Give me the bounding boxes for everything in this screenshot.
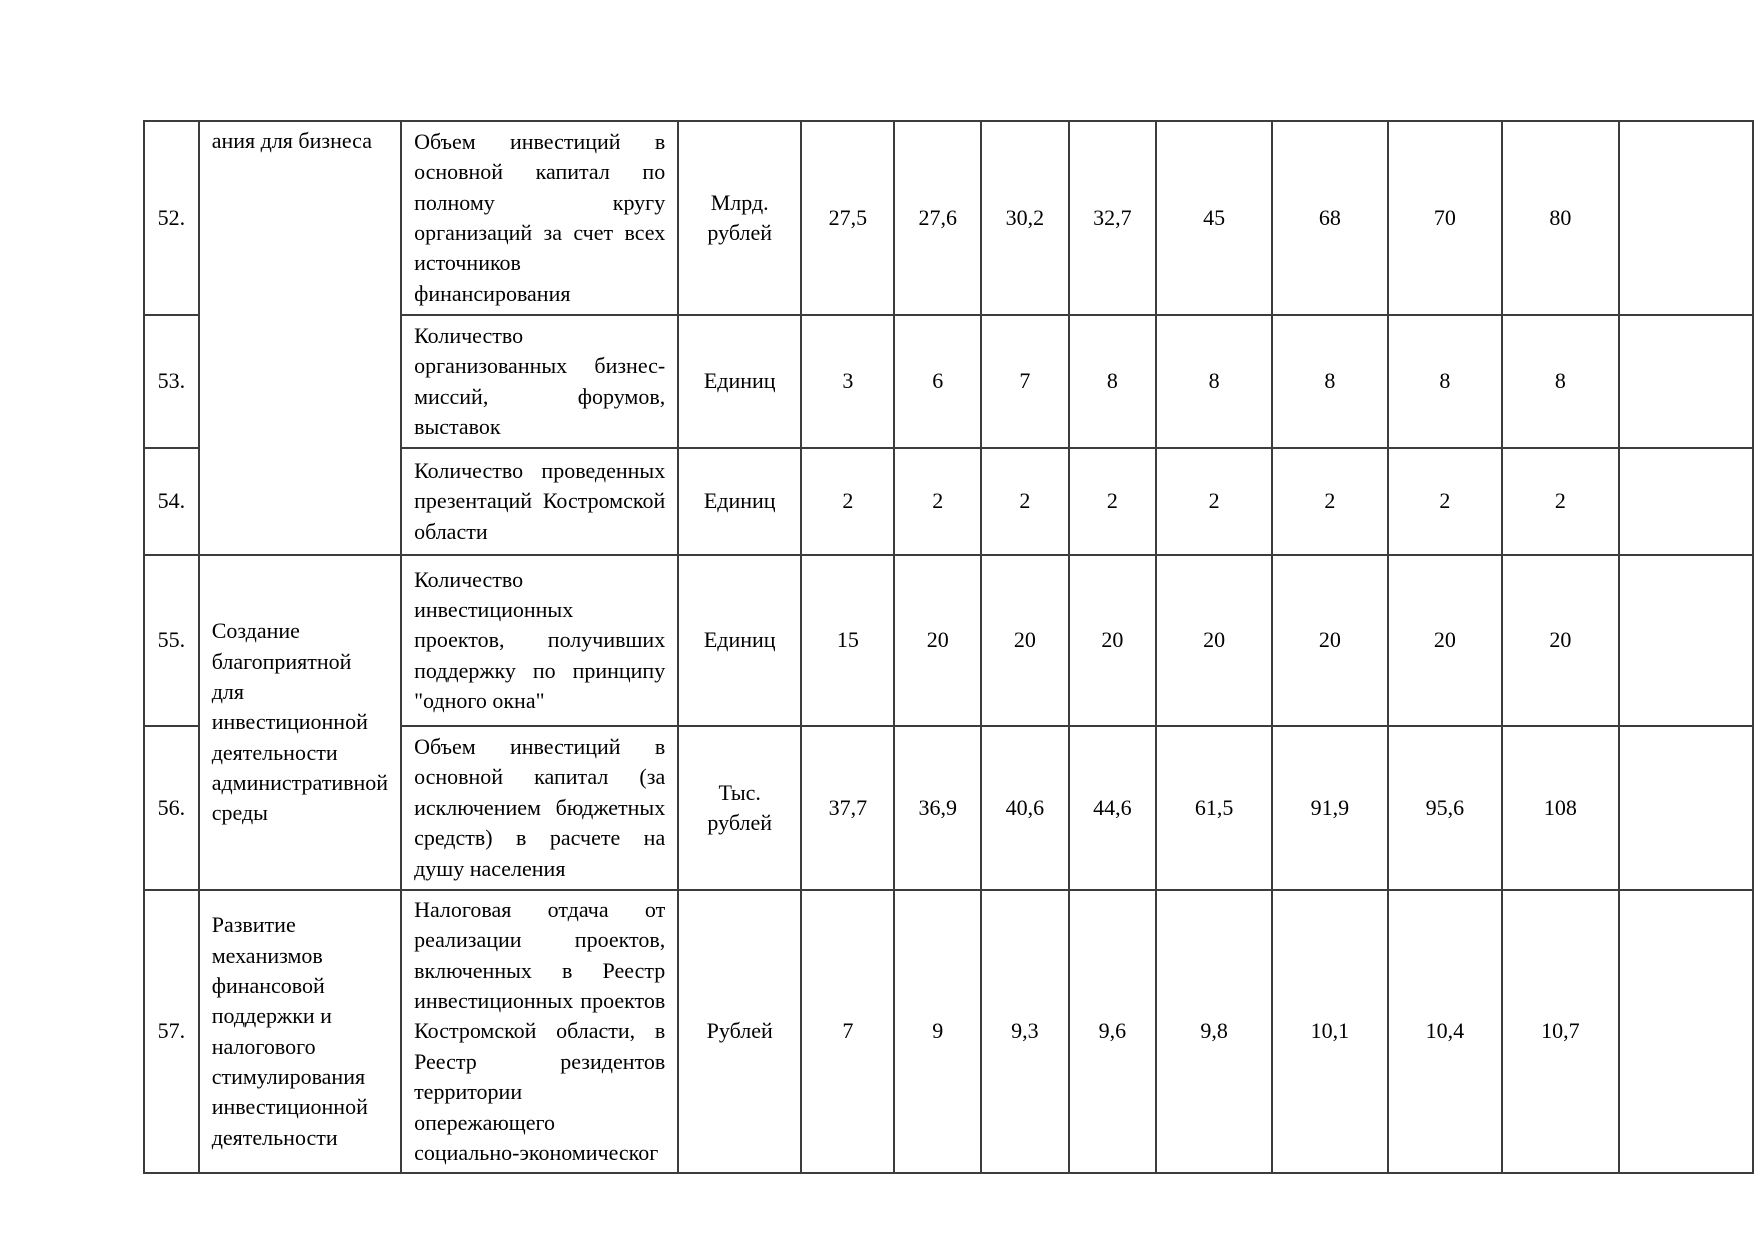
unit-cell: Тыс. рублей [678, 726, 801, 890]
value-cell-cutoff [1619, 555, 1753, 726]
value-cell: 27,6 [894, 121, 981, 315]
value-cell: 20 [1069, 555, 1157, 726]
row-number-cell: 55. [144, 555, 199, 726]
value-cell: 8 [1069, 315, 1157, 448]
indicator-cell: Объем инвестиций в основной капитал по полному кругу организаций за счет всех источников финансирования [401, 121, 678, 315]
value-cell-cutoff [1619, 121, 1753, 315]
value-cell-cutoff [1619, 726, 1753, 890]
value-cell: 10,4 [1388, 890, 1502, 1173]
value-cell: 2 [1272, 448, 1388, 555]
value-cell: 2 [894, 448, 981, 555]
value-cell: 8 [1156, 315, 1272, 448]
value-cell: 32,7 [1069, 121, 1157, 315]
value-cell: 20 [1272, 555, 1388, 726]
category-cell: Развитие механизмов финансовой поддержки и налогового стимулирования инвестиционной деятельности [199, 890, 401, 1173]
row-number-cell: 56. [144, 726, 199, 890]
value-cell: 45 [1156, 121, 1272, 315]
table-row-55 [144, 555, 1753, 726]
category-cell: ания для бизнеса [199, 121, 401, 555]
value-cell: 36,9 [894, 726, 981, 890]
value-cell: 10,7 [1502, 890, 1619, 1173]
indicator-cell: Количество организованных бизнес-миссий, форумов, выставок [401, 315, 678, 448]
indicator-cell: Объем инвестиций в основной капитал (за исключением бюджетных средств) в расчете на душу населения [401, 726, 678, 890]
value-cell-cutoff [1619, 448, 1753, 555]
value-cell: 70 [1388, 121, 1502, 315]
value-cell: 20 [1156, 555, 1272, 726]
value-cell: 2 [1502, 448, 1619, 555]
value-cell: 3 [801, 315, 894, 448]
unit-cell: Рублей [678, 890, 801, 1173]
value-cell: 10,1 [1272, 890, 1388, 1173]
value-cell: 2 [801, 448, 894, 555]
value-cell-cutoff [1619, 890, 1753, 1173]
value-cell: 27,5 [801, 121, 894, 315]
value-cell: 9,3 [981, 890, 1069, 1173]
value-cell: 6 [894, 315, 981, 448]
unit-cell: Единиц [678, 315, 801, 448]
value-cell: 8 [1502, 315, 1619, 448]
value-cell: 8 [1388, 315, 1502, 448]
unit-cell: Единиц [678, 555, 801, 726]
unit-cell: Млрд. рублей [678, 121, 801, 315]
value-cell: 2 [1388, 448, 1502, 555]
value-cell: 9,6 [1069, 890, 1157, 1173]
row-number-cell: 54. [144, 448, 199, 555]
value-cell-cutoff [1619, 315, 1753, 448]
value-cell: 2 [1156, 448, 1272, 555]
value-cell: 61,5 [1156, 726, 1272, 890]
value-cell: 44,6 [1069, 726, 1157, 890]
value-cell: 7 [801, 890, 894, 1173]
category-cell: Создание благоприятной для инвестиционной деятельности административной среды [199, 555, 401, 890]
row-number-cell: 57. [144, 890, 199, 1173]
row-number-cell: 52. [144, 121, 199, 315]
table-row-57 [144, 890, 1753, 1173]
value-cell: 80 [1502, 121, 1619, 315]
value-cell: 30,2 [981, 121, 1069, 315]
value-cell: 7 [981, 315, 1069, 448]
indicator-cell: Налоговая отдача от реализации проектов, включенных в Реестр инвестиционных проектов Костромской области, в Реестр резидентов территории опережающего социально-экономическог [401, 890, 678, 1173]
value-cell: 37,7 [801, 726, 894, 890]
indicator-cell: Количество инвестиционных проектов, получивших поддержку по принципу "одного окна" [401, 555, 678, 726]
indicator-cell: Количество проведенных презентаций Костромской области [401, 448, 678, 555]
value-cell: 20 [1502, 555, 1619, 726]
value-cell: 20 [981, 555, 1069, 726]
value-cell: 40,6 [981, 726, 1069, 890]
table-row-52 [144, 121, 1753, 315]
value-cell: 15 [801, 555, 894, 726]
value-cell: 20 [894, 555, 981, 726]
value-cell: 91,9 [1272, 726, 1388, 890]
value-cell: 95,6 [1388, 726, 1502, 890]
value-cell: 2 [1069, 448, 1157, 555]
indicators-table [143, 120, 1754, 1174]
unit-cell: Единиц [678, 448, 801, 555]
value-cell: 2 [981, 448, 1069, 555]
value-cell: 108 [1502, 726, 1619, 890]
value-cell: 8 [1272, 315, 1388, 448]
value-cell: 9 [894, 890, 981, 1173]
value-cell: 9,8 [1156, 890, 1272, 1173]
value-cell: 20 [1388, 555, 1502, 726]
value-cell: 68 [1272, 121, 1388, 315]
row-number-cell: 53. [144, 315, 199, 448]
